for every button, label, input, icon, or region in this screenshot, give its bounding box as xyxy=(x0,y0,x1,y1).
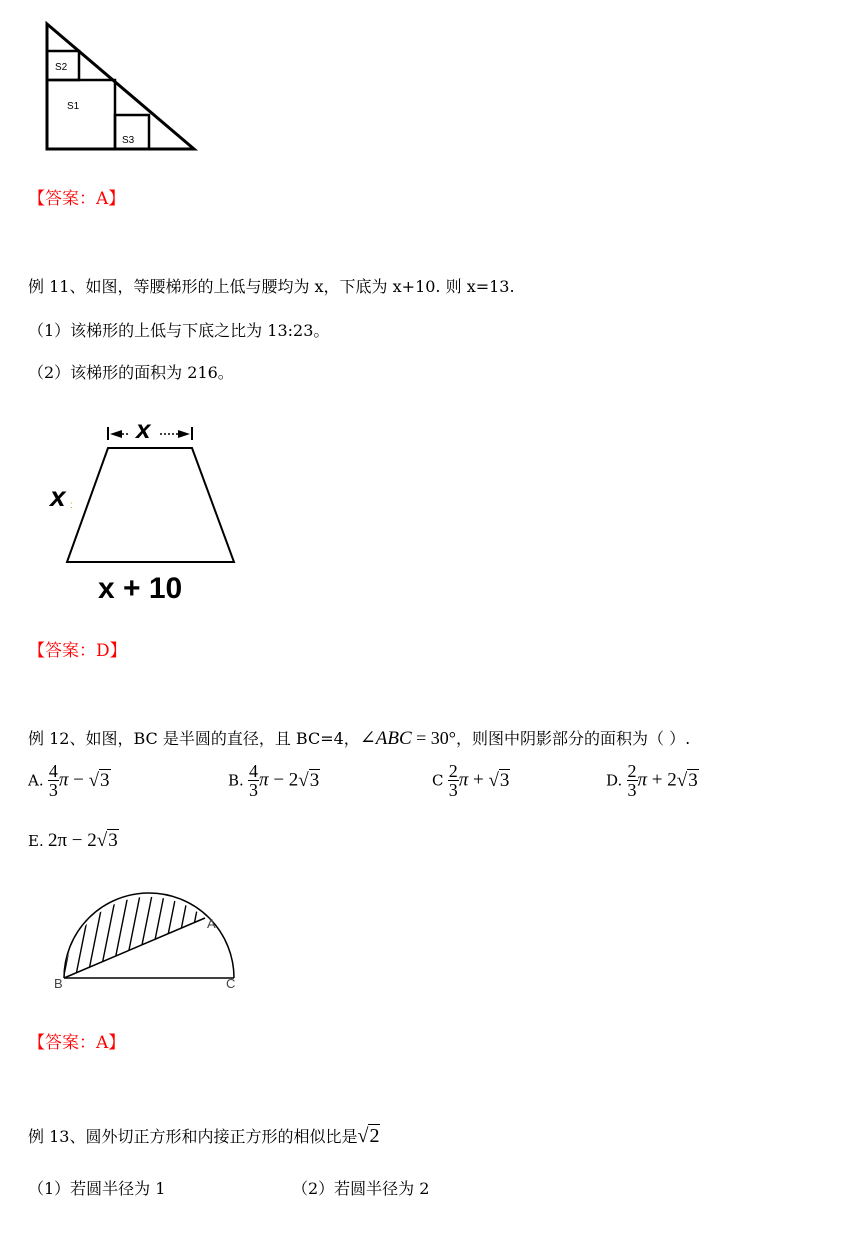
angle-symbol: ∠ xyxy=(359,728,376,749)
operator: − xyxy=(268,769,289,791)
outer-triangle xyxy=(47,24,194,149)
trapezoid xyxy=(67,448,234,562)
option-label: D. xyxy=(606,771,623,790)
arrow-left-icon xyxy=(110,430,122,438)
sqrt: √3 xyxy=(96,830,118,852)
coefficient: 2 xyxy=(288,769,299,791)
operator: + xyxy=(468,769,489,791)
denominator: 3 xyxy=(448,780,458,800)
expression-lead: 2π − 2 xyxy=(47,830,97,852)
pi: π xyxy=(58,769,69,791)
sqrt: √3 xyxy=(88,769,110,791)
fraction xyxy=(448,762,459,799)
option-label: C xyxy=(432,771,444,790)
trapezoid-figure xyxy=(40,410,260,610)
label-c: C xyxy=(226,976,236,991)
sqrt: √3 xyxy=(488,769,510,791)
radicand: 3 xyxy=(108,830,118,852)
angle-name: ABC xyxy=(375,728,412,749)
semicircle-figure xyxy=(50,875,250,1015)
fraction xyxy=(248,762,259,799)
pi: π xyxy=(637,769,648,791)
option-b xyxy=(228,762,320,799)
coefficient: 2 xyxy=(667,769,677,791)
label-s3: S3 xyxy=(122,135,135,146)
pi: π xyxy=(458,769,469,791)
side-label: x xyxy=(50,481,66,512)
operator: − xyxy=(68,769,89,791)
ex11-title: 例 11、如图，等腰梯形的上低与腰均为 x，下底为 x+10. 则 x=13. xyxy=(28,277,515,296)
option-c xyxy=(432,762,510,799)
fraction xyxy=(627,762,638,799)
option-label: A. xyxy=(28,771,44,790)
ex13-question-2: （2）若圆半径为 2 xyxy=(292,1179,430,1198)
side-mark: : xyxy=(70,500,73,511)
ex11-question-1: （1）该梯形的上低与下底之比为 13:23。 xyxy=(28,321,330,340)
fraction xyxy=(48,762,59,799)
answer-3: 【答案：A】 xyxy=(28,1033,126,1053)
numerator: 4 xyxy=(48,761,58,781)
sqrt: √3 xyxy=(676,769,698,791)
radicand: 2 xyxy=(369,1125,380,1147)
option-label: E. xyxy=(28,832,44,851)
angle-value: = 30° xyxy=(411,728,456,748)
option-d xyxy=(606,762,699,799)
label-s1: S1 xyxy=(67,101,80,112)
ex13-title xyxy=(28,1124,380,1148)
option-a xyxy=(28,762,111,799)
option-e xyxy=(28,830,119,852)
denominator: 3 xyxy=(249,780,259,800)
ex12-title-prefix: 例 12、如图，BC 是半圆的直径，且 BC=4， xyxy=(28,729,360,748)
bottom-label: x + 10 xyxy=(98,572,183,605)
ex12-title-suffix: ，则图中阴影部分的面积为（ ）. xyxy=(455,729,691,748)
option-label: B. xyxy=(228,771,244,790)
sqrt: √2 xyxy=(357,1125,380,1147)
numerator: 2 xyxy=(627,761,637,781)
operator: + xyxy=(647,769,668,791)
radicand: 3 xyxy=(309,769,320,791)
sqrt: √3 xyxy=(298,769,320,791)
radicand: 3 xyxy=(100,769,110,791)
pi: π xyxy=(259,769,269,791)
label-b: B xyxy=(54,976,63,991)
denominator: 3 xyxy=(48,780,58,800)
ex13-question-1: （1）若圆半径为 1 xyxy=(28,1179,166,1198)
top-label: x xyxy=(136,414,151,444)
answer-2: 【答案：D】 xyxy=(28,641,127,661)
answer-1: 【答案：A】 xyxy=(28,189,126,209)
radicand: 3 xyxy=(499,769,510,791)
ex12-title xyxy=(28,726,690,750)
radicand: 3 xyxy=(688,769,698,791)
label-s2: S2 xyxy=(55,62,68,73)
square-s1 xyxy=(47,80,115,149)
triangle-squares-figure xyxy=(40,20,200,155)
label-a: A xyxy=(207,916,216,931)
ex13-title-text: 例 13、圆外切正方形和内接正方形的相似比是 xyxy=(28,1127,358,1146)
shaded-segment xyxy=(50,885,214,985)
ex11-question-2: （2）该梯形的面积为 216。 xyxy=(28,363,234,382)
denominator: 3 xyxy=(627,780,637,800)
numerator: 2 xyxy=(448,761,458,781)
arrow-right-icon xyxy=(178,430,190,438)
numerator: 4 xyxy=(249,761,259,781)
